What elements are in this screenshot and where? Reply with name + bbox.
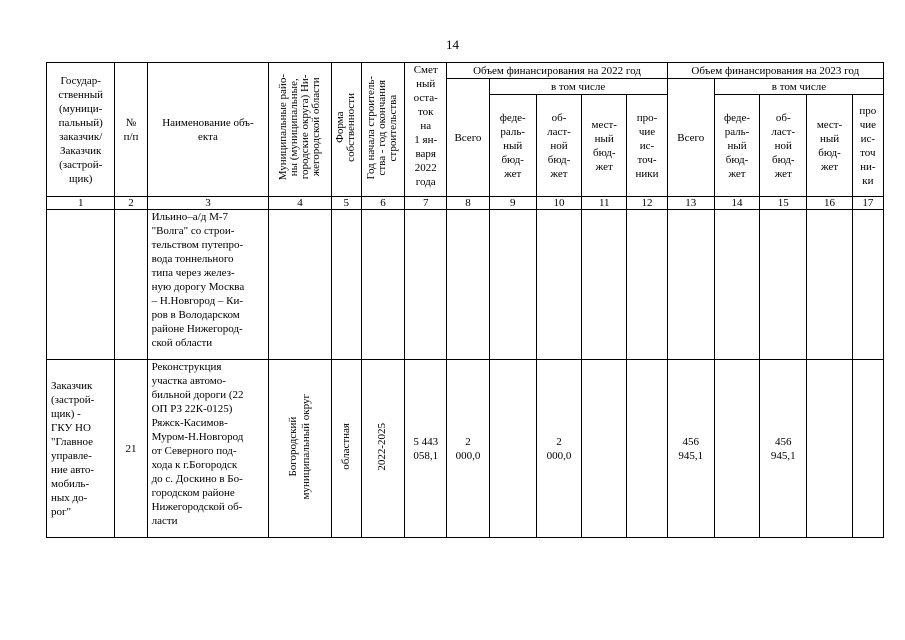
header-customer: Государ- ственный (муници- пальный) заказчик/ Заказчик (застрой- щик) [47,63,115,197]
column-number-row [47,197,884,210]
column-number: 2 [115,197,147,210]
cell-customer: Заказчик (застрой- щик) - ГКУ НО "Главное управле- ние авто- мобиль- ных до- рог" [47,360,115,538]
cell-local-2022 [582,360,627,538]
cell-total-2023 [667,210,714,360]
cell-ownership-text: областная [339,423,352,470]
financing-table [46,62,884,538]
header-incl-2022: в том числе [489,79,667,95]
cell-years-text: 2022-2025 [376,422,389,471]
cell-num [115,210,147,360]
cell-federal-2023 [714,210,759,360]
header-estimate: Смет ный оста- ток на 1 ян- варя 2022 года [405,63,447,197]
cell-federal-2022 [489,210,536,360]
header-fin-2022: Объем финансирования на 2022 год [447,63,667,79]
header-row-1 [47,63,884,79]
column-number: 10 [536,197,581,210]
cell-ownership [331,360,361,538]
cell-district-text: Богородский муниципальный округ [286,393,312,500]
header-years [361,63,404,197]
header-district [269,63,331,197]
cell-estimate [405,210,447,360]
header-local-2022: мест- ный бюд- жет [582,95,627,197]
column-number: 12 [627,197,667,210]
header-federal-2022: феде- раль- ный бюд- жет [489,95,536,197]
header-other-2022: про- чие ис- точ- ники [627,95,667,197]
cell-other-2022 [627,210,667,360]
cell-other-2022 [627,360,667,538]
header-local-2023: мест- ный бюд- жет [807,95,852,197]
header-regional-2022: об- ласт- ной бюд- жет [536,95,581,197]
column-number: 6 [361,197,404,210]
header-regional-2023: об- ласт- ной бюд- жет [760,95,807,197]
cell-estimate: 5 443 058,1 [405,360,447,538]
header-num: № п/п [115,63,147,197]
cell-total-2022: 2 000,0 [447,360,489,538]
cell-other-2023 [852,210,883,360]
column-number: 16 [807,197,852,210]
cell-regional-2022 [536,210,581,360]
column-number: 13 [667,197,714,210]
cell-local-2023 [807,360,852,538]
column-number: 11 [582,197,627,210]
table-row [47,360,884,538]
cell-object-name: Ильино–а/д М-7 "Волга" со строи- тельством путепро- вода тоннельного типа через желез- ную дорогу Москва – Н.Новгород – Ки- ров в Володарском районе Нижегород- ской области [147,210,269,360]
column-number: 1 [47,197,115,210]
column-number: 15 [760,197,807,210]
column-number: 14 [714,197,759,210]
cell-num: 21 [115,360,147,538]
cell-local-2023 [807,210,852,360]
header-fin-2023: Объем финансирования на 2023 год [667,63,883,79]
header-federal-2023: феде- раль- ный бюд- жет [714,95,759,197]
header-object-name: Наименование объ- екта [147,63,269,197]
cell-years [361,360,404,538]
cell-regional-2023: 456 945,1 [760,360,807,538]
column-number: 4 [269,197,331,210]
header-ownership-text: Форма собственности [334,93,358,162]
cell-ownership [331,210,361,360]
header-incl-2023: в том числе [714,79,883,95]
header-district-text: Муниципальные райо- ны (муниципальные, городские округа) Ни- жегородской области [276,74,322,181]
cell-other-2023 [852,360,883,538]
table-row [47,210,884,360]
header-total-2023: Всего [667,79,714,197]
cell-district [269,360,331,538]
page-number: 14 [446,37,459,52]
column-number: 5 [331,197,361,210]
cell-customer [47,210,115,360]
cell-object-name: Реконструкция участка автомо- бильной дороги (22 ОП РЗ 22К-0125) Ряжск-Касимов- Муром-Н.Новгород от Северного под- хода к г.Богородск до с. Доскино в Бо- городском районе Нижегородской об- ласти [147,360,269,538]
cell-local-2022 [582,210,627,360]
column-number: 17 [852,197,883,210]
cell-federal-2022 [489,360,536,538]
header-ownership [331,63,361,197]
column-number: 3 [147,197,269,210]
column-number: 9 [489,197,536,210]
cell-district [269,210,331,360]
header-total-2022: Всего [447,79,489,197]
cell-federal-2023 [714,360,759,538]
column-number: 8 [447,197,489,210]
cell-total-2023: 456 945,1 [667,360,714,538]
header-other-2023: про чие ис- точ ни- ки [852,95,883,197]
column-number: 7 [405,197,447,210]
cell-years [361,210,404,360]
header-years-text: Год начала строитель- ства - год окончания строительства [365,75,400,180]
cell-total-2022 [447,210,489,360]
cell-regional-2022: 2 000,0 [536,360,581,538]
cell-regional-2023 [760,210,807,360]
